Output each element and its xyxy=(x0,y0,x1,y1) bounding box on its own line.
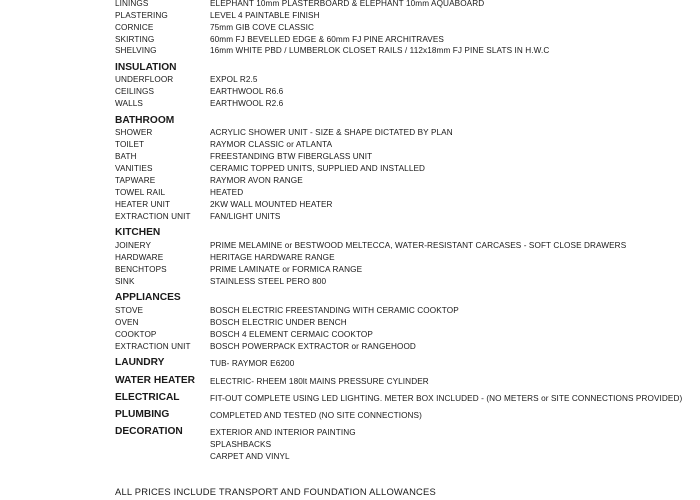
spec-value: SPLASHBACKS xyxy=(210,440,272,449)
section-heading-laundry: LAUNDRY xyxy=(115,357,165,368)
spec-value: RAYMOR AVON RANGE xyxy=(210,176,303,185)
spec-value: BOSCH 4 ELEMENT CERMAIC COOKTOP xyxy=(210,330,373,339)
spec-label: HARDWARE xyxy=(115,253,164,262)
spec-label: SHELVING xyxy=(115,46,157,55)
spec-value: HEATED xyxy=(210,188,244,197)
spec-label: OVEN xyxy=(115,318,139,327)
section-heading-decoration: DECORATION xyxy=(115,426,183,437)
spec-value: TUB- RAYMOR E6200 xyxy=(210,359,295,368)
spec-label: EXTRACTION UNIT xyxy=(115,212,191,221)
spec-value: CERAMIC TOPPED UNITS, SUPPLIED AND INSTALLED xyxy=(210,164,426,173)
spec-label: PLASTERING xyxy=(115,11,168,20)
spec-label: SHOWER xyxy=(115,128,153,137)
spec-value: PRIME MELAMINE or BESTWOOD MELTECCA, WATER-RESISTANT CARCASES - SOFT CLOSE DRAWERS xyxy=(210,241,627,250)
spec-label: CEILINGS xyxy=(115,87,155,96)
footer-note: ALL PRICES INCLUDE TRANSPORT AND FOUNDATION ALLOWANCES xyxy=(115,486,436,497)
spec-value: FAN/LIGHT UNITS xyxy=(210,212,281,221)
spec-value: 2KW WALL MOUNTED HEATER xyxy=(210,200,333,209)
spec-label: TOILET xyxy=(115,140,145,149)
spec-value: LEVEL 4 PAINTABLE FINISH xyxy=(210,11,320,20)
spec-value: EXPOL R2.5 xyxy=(210,75,258,84)
spec-value: RAYMOR CLASSIC or ATLANTA xyxy=(210,140,333,149)
spec-label: TAPWARE xyxy=(115,176,156,185)
spec-label: COOKTOP xyxy=(115,330,157,339)
spec-value: HERITAGE HARDWARE RANGE xyxy=(210,253,335,262)
spec-label: SINK xyxy=(115,277,135,286)
spec-value: 75mm GIB COVE CLASSIC xyxy=(210,23,315,32)
spec-label: EXTRACTION UNIT xyxy=(115,342,191,351)
spec-label: SKIRTING xyxy=(115,35,155,44)
section-heading-bathroom: BATHROOM xyxy=(115,115,175,126)
spec-value: ELEPHANT 10mm PLASTERBOARD & ELEPHANT 10mm AQUABOARD xyxy=(210,0,485,8)
spec-label: UNDERFLOOR xyxy=(115,75,174,84)
spec-label: JOINERY xyxy=(115,241,152,250)
spec-value: EARTHWOOL R2.6 xyxy=(210,99,284,108)
spec-label: HEATER UNIT xyxy=(115,200,171,209)
spec-value: BOSCH ELECTRIC FREESTANDING WITH CERAMIC COOKTOP xyxy=(210,306,459,315)
spec-label: BENCHTOPS xyxy=(115,265,167,274)
spec-label: LININGS xyxy=(115,0,149,8)
spec-value: PRIME LAMINATE or FORMICA RANGE xyxy=(210,265,363,274)
spec-label: WALLS xyxy=(115,99,143,108)
spec-value: 16mm WHITE PBD / LUMBERLOK CLOSET RAILS / 112x18mm FJ PINE SLATS IN H.W.C xyxy=(210,46,550,55)
spec-label: VANITIES xyxy=(115,164,153,173)
spec-label: TOWEL RAIL xyxy=(115,188,166,197)
spec-value: CARPET AND VINYL xyxy=(210,452,290,461)
spec-value: STAINLESS STEEL PERO 800 xyxy=(210,277,327,286)
spec-value: EARTHWOOL R6.6 xyxy=(210,87,284,96)
spec-value: 60mm FJ BEVELLED EDGE & 60mm FJ PINE ARCHITRAVES xyxy=(210,35,444,44)
spec-value: FIT-OUT COMPLETE USING LED LIGHTING. METER BOX INCLUDED - (NO METERS or SITE CONNECTIONS PROVIDED) xyxy=(210,394,683,403)
section-heading-electrical: ELECTRICAL xyxy=(115,392,180,403)
spec-label: BATH xyxy=(115,152,137,161)
section-heading-plumbing: PLUMBING xyxy=(115,409,170,420)
spec-value: FREESTANDING BTW FIBERGLASS UNIT xyxy=(210,152,373,161)
spec-label: STOVE xyxy=(115,306,144,315)
spec-value: COMPLETED AND TESTED (NO SITE CONNECTIONS) xyxy=(210,411,422,420)
spec-value: ELECTRIC- RHEEM 180lt MAINS PRESSURE CYLINDER xyxy=(210,377,429,386)
spec-value: ACRYLIC SHOWER UNIT - SIZE & SHAPE DICTATED BY PLAN xyxy=(210,128,453,137)
section-heading-insulation: INSULATION xyxy=(115,62,177,73)
spec-label: CORNICE xyxy=(115,23,154,32)
section-heading-kitchen: KITCHEN xyxy=(115,227,161,238)
spec-value: BOSCH ELECTRIC UNDER BENCH xyxy=(210,318,347,327)
section-heading-appliances: APPLIANCES xyxy=(115,292,181,303)
section-heading-water-heater: WATER HEATER xyxy=(115,375,195,386)
spec-value: BOSCH POWERPACK EXTRACTOR or RANGEHOOD xyxy=(210,342,416,351)
spec-value: EXTERIOR AND INTERIOR PAINTING xyxy=(210,428,356,437)
